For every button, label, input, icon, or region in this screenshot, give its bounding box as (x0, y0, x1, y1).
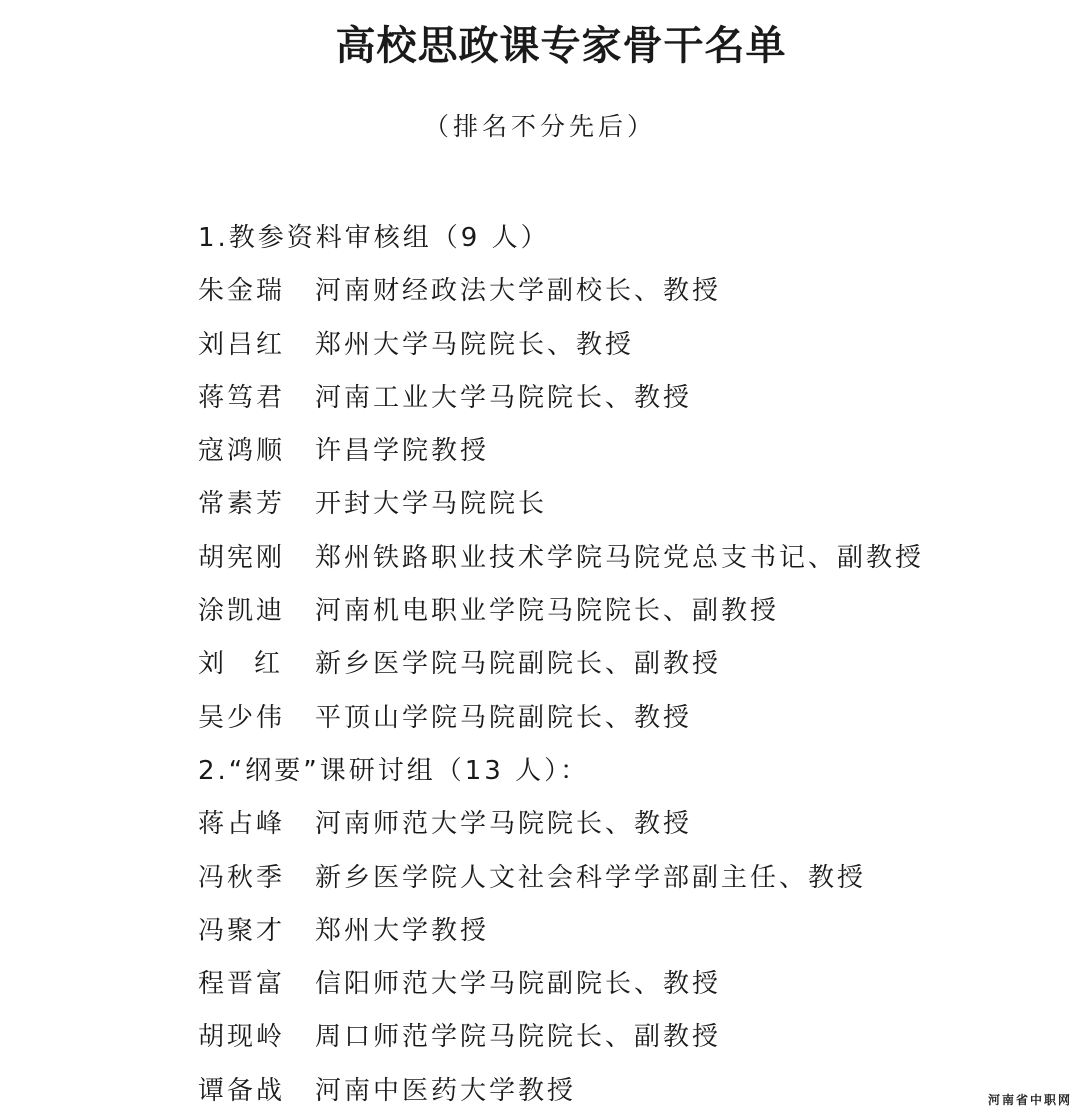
list-item (198, 638, 1058, 691)
list-item (198, 958, 1058, 1011)
page-title: 高校思政课专家骨干名单 (335, 22, 787, 69)
member-role: 河南师范大学马院院长、教授 (315, 809, 693, 840)
list-item (198, 1011, 1058, 1064)
list-item (198, 905, 1058, 958)
member-role: 河南机电职业学院马院院长、副教授 (315, 596, 780, 627)
member-name: 胡宪刚 (198, 542, 286, 573)
list-item (198, 798, 1058, 851)
list-item (198, 425, 1058, 478)
member-role: 河南工业大学马院院长、教授 (315, 382, 693, 413)
member-role: 周口师范学院马院院长、副教授 (315, 1022, 722, 1053)
member-role: 新乡医学院人文社会科学学部副主任、教授 (315, 862, 867, 893)
member-name: 胡现岭 (198, 1022, 286, 1053)
list-item (198, 852, 1058, 905)
member-name: 刘红 (198, 649, 311, 680)
member-name: 谭备战 (198, 1075, 286, 1106)
member-role: 河南财经政法大学副校长、教授 (315, 276, 722, 307)
list-item (198, 585, 1058, 638)
member-name: 朱金瑞 (198, 276, 286, 307)
list-item (198, 319, 1058, 372)
member-name: 涂凯迪 (198, 596, 286, 627)
member-name: 吴少伟 (198, 702, 286, 733)
member-name: 程晋富 (198, 969, 286, 1000)
list-item (198, 1065, 1058, 1118)
page-subtitle: （排名不分先后） (423, 112, 656, 141)
member-role: 新乡医学院马院副院长、副教授 (315, 649, 722, 680)
member-name: 刘吕红 (198, 329, 286, 360)
member-name: 冯秋季 (198, 862, 286, 893)
list-item (198, 265, 1058, 318)
member-role: 信阳师范大学马院副院长、教授 (315, 969, 722, 1000)
member-name: 寇鸿顺 (198, 436, 286, 467)
member-name: 蒋占峰 (198, 809, 286, 840)
section-heading: 1.教参资料审核组（9 人） (198, 223, 550, 253)
roster-list (198, 212, 1058, 1118)
section-heading: 2.“纲要”课研讨组（13 人）： (198, 755, 590, 786)
member-role: 许昌学院教授 (315, 436, 490, 467)
list-item (198, 532, 1058, 585)
site-watermark: 河南省中职网 (987, 1093, 1072, 1107)
list-item (198, 478, 1058, 531)
member-role: 河南中医药大学教授 (315, 1075, 577, 1106)
member-role: 平顶山学院马院副院长、教授 (315, 702, 693, 733)
list-item (198, 372, 1058, 425)
member-name: 蒋笃君 (198, 382, 286, 413)
list-item (198, 692, 1058, 745)
member-name: 冯聚才 (198, 915, 286, 946)
member-role: 开封大学马院院长 (315, 489, 548, 520)
member-role: 郑州大学马院院长、教授 (315, 329, 635, 360)
member-role: 郑州铁路职业技术学院马院党总支书记、副教授 (315, 542, 925, 573)
member-role: 郑州大学教授 (315, 915, 490, 946)
member-name: 常素芳 (198, 489, 286, 520)
